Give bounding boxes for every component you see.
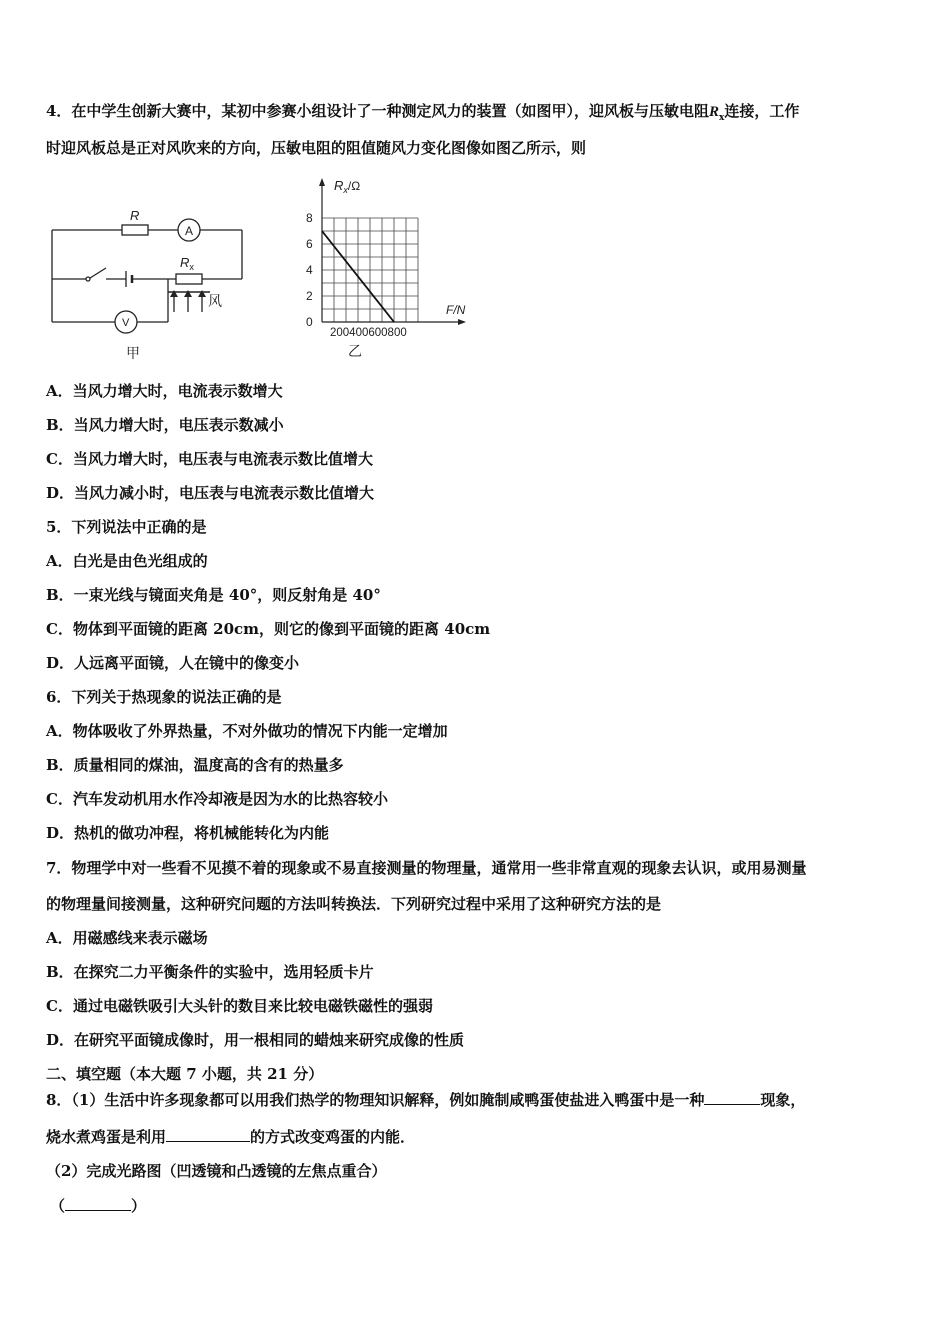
q7-stem-line1: 7．物理学中对一些看不见摸不着的现象或不易直接测量的物理量，通常用一些非常直观的现象去认识，或用易测量 [46,859,807,877]
caption-jia: 甲 [126,345,140,361]
q5-option-a: A．白光是由色光组成的 [46,552,208,570]
circuit-diagram [44,200,254,365]
q6-stem: 6．下列关于热现象的说法正确的是 [46,688,282,706]
graph-xticks: 200400600800 [330,327,407,339]
q6-option-a: A．物体吸收了外界热量，不对外做功的情况下内能一定增加 [46,722,448,740]
label-voltmeter: V [122,317,130,329]
resistor-r [122,225,148,235]
q5-option-c: C．物体到平面镜的距离 20cm，则它的像到平面镜的距离 40cm [46,620,491,638]
x-axis-arrow [458,319,466,325]
q5-option-b: B．一束光线与镜面夹角是 40°，则反射角是 40° [46,586,381,604]
q6-option-b: B．质量相同的煤油，温度高的含有的热量多 [46,756,344,774]
q4-option-d: D．当风力减小时，电压表与电流表示数比值增大 [46,484,375,502]
q8-line3: （2）完成光路图（凹透镜和凸透镜的左焦点重合） [46,1162,387,1180]
q4-option-b: B．当风力增大时，电压表示数减小 [46,416,284,434]
y-axis-arrow [319,178,325,186]
label-wind: 风 [208,293,222,309]
q4-option-a: A．当风力增大时，电流表示数增大 [46,382,283,400]
q7-option-c: C．通过电磁铁吸引大头针的数目来比较电磁铁磁性的强弱 [46,997,433,1015]
q5-stem: 5．下列说法中正确的是 [46,518,207,536]
y-tick-label: 4 [306,263,313,277]
q7-option-a: A．用磁感线来表示磁场 [46,929,208,947]
q6-option-c: C．汽车发动机用水作冷却液是因为水的比热容较小 [46,790,388,808]
q5-option-d: D．人远离平面镜，人在镜中的像变小 [46,654,300,672]
y-tick-label: 2 [306,289,313,303]
q7-stem-line2: 的物理量间接测量，这种研究问题的方法叫转换法．下列研究过程中采用了这种研究方法的是 [46,895,662,913]
switch-contact [86,277,90,281]
graph-xlabel: F/N [446,303,466,317]
answer-blank-3[interactable] [65,1196,131,1211]
y-tick-label: 8 [306,211,313,225]
section-2-title: 二、填空题（本大题 7 小题，共 21 分） [46,1065,324,1083]
q8-line4: （ ） [50,1197,147,1215]
q6-option-d: D．热机的做功冲程，将机械能转化为内能 [46,824,330,842]
q4-stem-line1: 4．在中学生创新大赛中，某初中参赛小组设计了一种测定风力的装置（如图甲），迎风板与压敏电阻$R_x$连接，工作 [46,102,800,123]
graph-axes [319,178,466,325]
q4-stem-line2: 时迎风板总是正对风吹来的方向，压敏电阻的阻值随风力变化图像如图乙所示，则 [46,139,587,157]
graph-ticks [306,211,313,329]
q7-option-d: D．在研究平面镜成像时，用一根相同的蜡烛来研究成像的性质 [46,1031,465,1049]
q8-line2: 烧水煮鸡蛋是利用 的方式改变鸡蛋的内能． [46,1128,416,1146]
rx-force-graph [300,172,480,362]
q8-line1: 8．（1）生活中许多现象都可以用我们热学的物理知识解释，例如腌制咸鸭蛋使盐进入鸭蛋中是一种 现象， [46,1091,806,1109]
y-tick-label: 0 [306,315,313,329]
q4-option-c: C．当风力增大时，电压表与电流表示数比值增大 [46,450,373,468]
switch-lever [90,268,106,278]
q7-option-b: B．在探究二力平衡条件的实验中，选用轻质卡片 [46,963,374,981]
label-r: R [130,208,140,223]
answer-blank-2[interactable] [166,1127,250,1142]
graph-ylabel: $R_x/\Omega$ [334,178,361,195]
graph-grid [322,218,418,322]
y-tick-label: 6 [306,237,313,251]
label-rx: $R_x$ [180,255,194,272]
answer-blank-1[interactable] [704,1090,760,1105]
caption-yi: 乙 [348,343,362,359]
resistor-rx [176,274,202,284]
label-ammeter: A [185,224,194,238]
